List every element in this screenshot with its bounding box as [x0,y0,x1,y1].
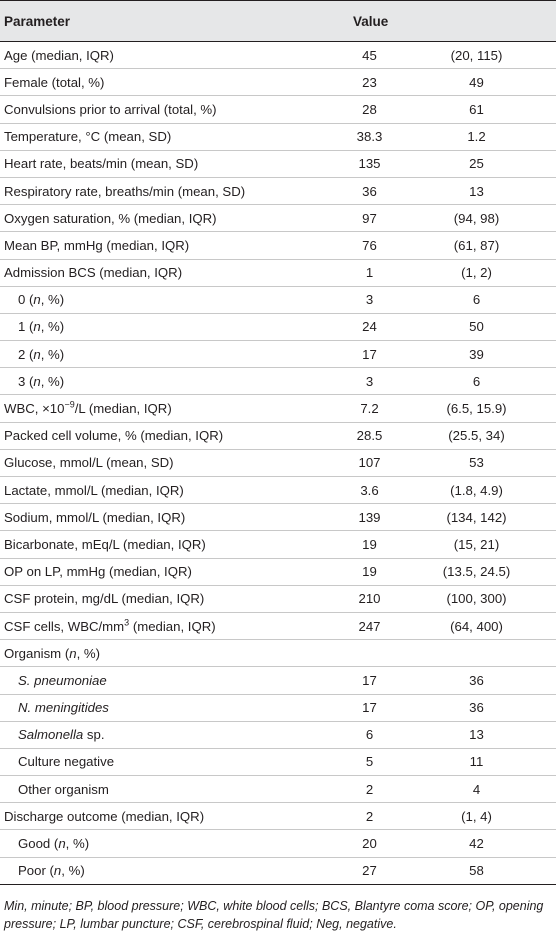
table-row [0,748,556,775]
count-cell: 3 [318,286,421,313]
parameter-text: −9 [64,399,75,410]
value-cell: 4 [421,776,556,803]
value-cell: (1, 2) [421,259,556,286]
parameter-cell [0,612,318,639]
count-cell: 17 [318,341,421,368]
parameter-text: N. meningitides [18,700,109,716]
count-cell: 17 [318,667,421,694]
table-row [0,232,556,259]
parameter-text: , %) [40,292,65,308]
parameter-text: Packed cell volume, % (median, IQR) [4,428,224,444]
table-row [0,341,556,368]
parameter-cell [0,150,318,177]
table-row [0,803,556,830]
table-row [0,205,556,232]
parameter-cell [0,776,318,803]
count-cell: 76 [318,232,421,259]
parameter-text: 0 ( [18,292,34,308]
value-cell: (6.5, 15.9) [421,395,556,422]
parameter-text: Mean BP, mmHg (median, IQR) [4,237,190,253]
parameter-text: Lactate, mmol/L (median, IQR) [4,482,184,498]
table-row [0,123,556,150]
parameter-text: Organism ( [4,645,70,661]
parameter-text: Respiratory rate, breaths/min (mean, SD) [4,183,246,199]
count-cell: 28.5 [318,422,421,449]
parameter-cell [0,123,318,150]
parameter-cell [0,694,318,721]
parameter-text: 3 [124,617,130,628]
table-row [0,857,556,884]
value-cell: (13.5, 24.5) [421,558,556,585]
value-cell: (20, 115) [421,42,556,69]
parameter-text: Temperature, °C (mean, SD) [4,129,172,145]
value-cell: 13 [421,177,556,204]
parameter-cell [0,667,318,694]
count-cell: 135 [318,150,421,177]
parameter-text: S. pneumoniae [18,672,107,688]
parameter-cell [0,368,318,395]
count-cell: 247 [318,612,421,639]
value-cell: 36 [421,694,556,721]
count-cell: 23 [318,69,421,96]
parameter-cell [0,205,318,232]
table-row [0,395,556,422]
parameter-text: Salmonella [18,727,84,743]
value-cell [421,640,556,667]
table-row [0,830,556,857]
table-row [0,313,556,340]
value-cell: (64, 400) [421,612,556,639]
table-row [0,150,556,177]
table-footnote: Min, minute; BP, blood pressure; WBC, white blood cells; BCS, Blantyre coma score; OP, opening pressure; LP, lumbar puncture; CSF, cerebrospinal fluid; Neg, negative. [4,898,544,931]
parameter-text: , %) [40,373,65,389]
count-cell: 3 [318,368,421,395]
table-header-row [0,1,556,42]
count-cell: 17 [318,694,421,721]
table-row [0,667,556,694]
parameter-cell [0,449,318,476]
parameter-text: Bicarbonate, mEq/L (median, IQR) [4,536,206,552]
value-cell: 53 [421,449,556,476]
value-cell: (25.5, 34) [421,422,556,449]
parameter-cell [0,830,318,857]
table-row [0,477,556,504]
count-cell: 2 [318,776,421,803]
parameter-text: n [69,645,77,661]
parameter-text: n [33,319,41,335]
parameter-cell [0,477,318,504]
value-cell: (1.8, 4.9) [421,477,556,504]
parameter-cell [0,531,318,558]
header-value [318,1,556,42]
count-cell: 210 [318,585,421,612]
value-cell: 25 [421,150,556,177]
parameter-cell [0,857,318,884]
parameter-cell [0,504,318,531]
count-cell: 28 [318,96,421,123]
table-row [0,776,556,803]
table-row [0,368,556,395]
table-row [0,504,556,531]
value-cell: 6 [421,368,556,395]
parameter-text: OP on LP, mmHg (median, IQR) [4,564,192,580]
parameter-text: Oxygen saturation, % (median, IQR) [4,210,217,226]
count-cell: 38.3 [318,123,421,150]
header-value-label: Value [353,13,389,29]
value-cell: (134, 142) [421,504,556,531]
parameter-text: Culture negative [18,754,115,770]
parameter-text: CSF cells, WBC/mm [4,618,125,634]
count-cell: 36 [318,177,421,204]
value-cell: 39 [421,341,556,368]
parameter-text: Heart rate, beats/min (mean, SD) [4,156,199,172]
parameter-text: , %) [40,346,65,362]
parameter-cell [0,177,318,204]
value-cell: (94, 98) [421,205,556,232]
value-cell: (1, 4) [421,803,556,830]
parameter-text: Female (total, %) [4,74,105,90]
count-cell: 5 [318,748,421,775]
parameter-text: n [53,863,62,879]
parameter-text: n [33,346,41,362]
parameter-text: Other organism [18,781,109,797]
parameter-text: 2 ( [18,346,34,362]
parameter-text: Good ( [18,836,59,852]
parameter-cell [0,96,318,123]
table-row [0,612,556,639]
count-cell: 107 [318,449,421,476]
table-row [0,531,556,558]
value-cell: (15, 21) [421,531,556,558]
parameter-cell [0,259,318,286]
count-cell: 2 [318,803,421,830]
parameter-text: , %) [65,836,90,852]
value-cell: 50 [421,313,556,340]
parameter-text: (median, IQR) [129,618,216,634]
parameter-text: n [33,373,41,389]
count-cell: 139 [318,504,421,531]
parameter-cell [0,422,318,449]
count-cell: 7.2 [318,395,421,422]
parameter-cell [0,585,318,612]
table-row [0,69,556,96]
parameter-text: , %) [76,645,101,661]
parameter-text: /L (median, IQR) [74,401,172,417]
value-cell: 42 [421,830,556,857]
parameter-text: CSF protein, mg/dL (median, IQR) [4,591,205,607]
table-row [0,585,556,612]
header-parameter: Parameter [0,1,318,42]
value-cell: 58 [421,857,556,884]
parameter-text: WBC, ×10 [4,401,65,417]
value-cell: 61 [421,96,556,123]
table-row [0,286,556,313]
parameter-text: , %) [61,863,85,879]
count-cell: 1 [318,259,421,286]
parameter-cell [0,313,318,340]
table-row [0,721,556,748]
value-cell: 1.2 [421,123,556,150]
table-row [0,558,556,585]
parameter-cell [0,803,318,830]
count-cell [318,640,421,667]
table-row [0,177,556,204]
parameter-text: Glucose, mmol/L (mean, SD) [4,455,174,471]
count-cell: 20 [318,830,421,857]
parameter-cell [0,286,318,313]
table-row [0,96,556,123]
table-body [0,42,556,885]
table-row [0,422,556,449]
count-cell: 19 [318,558,421,585]
value-cell: 36 [421,667,556,694]
count-cell: 6 [318,721,421,748]
parameter-text: n [33,292,41,308]
parameter-cell [0,232,318,259]
parameter-cell [0,341,318,368]
table-row [0,259,556,286]
value-cell: 11 [421,748,556,775]
parameter-text: 3 ( [18,373,34,389]
count-cell: 24 [318,313,421,340]
parameter-text: 1 ( [18,319,34,335]
parameter-cell [0,721,318,748]
value-cell: (100, 300) [421,585,556,612]
parameter-text: Sodium, mmol/L (median, IQR) [4,509,186,525]
parameter-text: Discharge outcome (median, IQR) [4,808,205,824]
parameter-text: Convulsions prior to arrival (total, %) [4,101,217,117]
parameter-text: Poor ( [18,863,54,879]
parameter-text: n [58,836,66,852]
parameter-text: , %) [40,319,65,335]
table-row [0,449,556,476]
parameter-text: sp. [83,727,105,743]
parameter-text: Age (median, IQR) [4,47,114,63]
count-cell: 19 [318,531,421,558]
table-row [0,694,556,721]
parameter-cell [0,42,318,69]
parameter-cell [0,395,318,422]
value-cell: 6 [421,286,556,313]
count-cell: 45 [318,42,421,69]
value-cell: 13 [421,721,556,748]
parameter-cell [0,748,318,775]
count-cell: 3.6 [318,477,421,504]
table-row [0,640,556,667]
count-cell: 97 [318,205,421,232]
count-cell: 27 [318,857,421,884]
value-cell: (61, 87) [421,232,556,259]
value-cell: 49 [421,69,556,96]
table-row [0,42,556,69]
parameter-cell [0,640,318,667]
parameter-cell [0,558,318,585]
parameter-text: Admission BCS (median, IQR) [4,265,183,281]
parameter-cell [0,69,318,96]
